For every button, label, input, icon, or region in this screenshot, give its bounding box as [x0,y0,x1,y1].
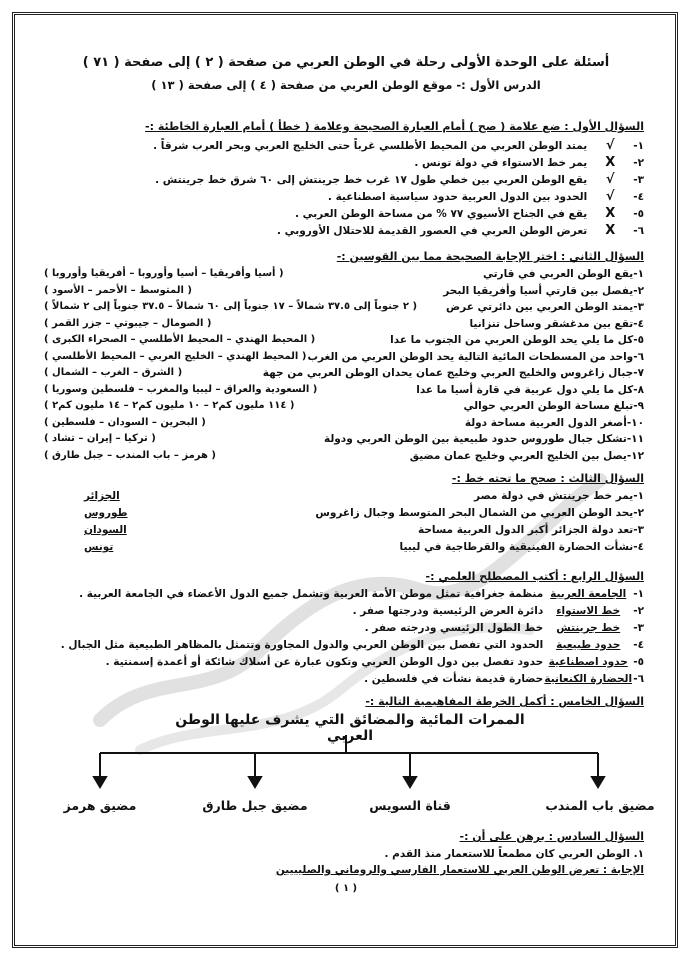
item-number: ٨- [633,383,644,396]
item-text: يمتد الوطن العربي بين دائرتي عرض [446,301,634,313]
page-title: أسئلة على الوحدة الأولى رحلة في الوطن العربي من صفحة ( ٢ ) إلى صفحة ( ٧١ ) [82,55,610,70]
item-number: ٤- [633,541,644,553]
answer-mark: √ [605,138,615,153]
item-text: تقع بين مدغشقر وساحل تنزانيا [469,317,634,330]
answer-mark: √ [605,189,615,204]
item-number: ٥- [633,208,644,220]
page-number: ( ١ ) [334,883,358,894]
item-number: ٥- [633,656,644,668]
item-number: ١- [633,268,644,280]
q3-heading: السؤال الثالث : صحح ما تحته خط :- [451,472,644,485]
correction-answer: السودان [84,524,127,536]
q4-item [44,639,644,651]
item-number: ٦- [633,673,644,685]
item-options: ( ٢ جنوباً إلى ٣٧.٥ شمالاً – ١٧ جنوباً إلى ٦٠ شمالاً – ٣٧.٥ جنوباً إلى ٢ شمالاً ) [44,301,418,312]
item-text: أصغر الدول العربية مساحة دولة [464,416,627,429]
item-number: ١١- [626,433,644,445]
item-text: واحد من المسطحات المائية التالية يحد الوطن العربي من الغرب [307,350,634,363]
q2-item [44,285,644,297]
item-number: ١- [633,140,644,152]
item-text: تعد دولة الجزائر أكبر الدول العربية مساحة [417,524,634,536]
q1-item [44,155,644,170]
q3-item [44,490,644,502]
item-text: جبال زاغروس والخليج العربي وخليج عمان يحدان الوطن العربي من جهة [262,367,634,379]
term-answer: الحضارة الكنعانية [544,673,633,685]
item-number: ٣- [633,622,644,634]
q2-heading: السؤال الثاني : اختر الإجابة الصحيحة مما بين القوسين :- [336,250,644,263]
map-item-suez-canal: قناة السويس [369,798,451,813]
item-text: كل ما يلي يحد الوطن العربي من الجنوب ما عدا [390,334,634,346]
item-text: الحدود التي تفصل بين الوطن العربي والدول المجاورة وتتمثل بالمظاهر الطبيعية مثل الجبال . [60,639,544,651]
q2-item [44,334,644,346]
q2-item [44,417,644,429]
item-text: يمر خط الاستواء في دولة تونس . [414,157,588,169]
item-text: دائرة العرض الرئيسية ودرجتها صفر . [352,605,544,617]
q3-item [44,541,644,553]
item-number: ١٢- [626,449,644,462]
item-text: حضارة قديمة نشأت في فلسطين . [364,673,544,685]
map-item-gibraltar: مضيق جبل طارق [202,798,308,813]
item-text: تشكل جبال طوروس حدود طبيعية بين الوطن العربي ودولة [323,433,627,445]
item-text: نشأت الحضارة الفينيقية والقرطاجية في ليبيا [399,541,634,553]
item-number: ٤- [633,639,644,651]
term-answer: خط الاستواء [556,605,621,617]
item-text: يقع في الجناح الأسيوي ٧٧ % من مساحة الوطن العربي . [294,208,588,220]
answer-mark: X [605,155,616,170]
q2-item [44,400,644,412]
q2-item [44,268,644,280]
item-text: تعرض الوطن العربي في العصور القديمة للاحتلال الأوروبي . [277,225,588,237]
item-number: ٢- [633,157,644,169]
item-options: ( المحيط الهندي – المحيط الأطلسي – الصحراء الكبرى ) [44,334,316,345]
q4-item [44,622,644,634]
concept-map-arrows [0,735,692,795]
q3-item [44,524,644,536]
term-answer: حدود اصطناعية [548,656,628,668]
item-number: ٧- [633,367,644,379]
answer-mark: X [605,206,616,221]
item-number: ٤- [633,191,644,203]
item-text: يقع الوطن العربي في قارتي [482,268,634,280]
q3-item [44,507,644,519]
item-options: ( أسيا وأفريقيا – أسيا وأوروبا – أفريقيا وأوروبا ) [44,268,284,279]
q2-item [44,367,644,379]
item-options: ( الشرق – الغرب – الشمال ) [44,367,183,378]
q1-item [44,138,644,153]
item-options: ( هرمز – باب المندب – جبل طارق ) [44,449,216,461]
item-number: ٢- [633,605,644,617]
map-item-hormuz: مضيق هرمز [63,798,137,813]
q2-item [44,301,644,313]
q1-item [44,223,644,238]
item-text: خط الطول الرئيسي ودرجته صفر . [364,622,544,634]
item-number: ٢- [633,507,644,519]
item-number: ٣- [633,174,644,186]
item-text: كل ما يلي دول عربية في قارة أسيا ما عدا [416,383,634,396]
item-number: ١- [633,588,644,600]
item-text: الحدود بين الدول العربية حدود سياسية اصطناعية . [327,191,588,203]
answer-mark: X [605,223,616,238]
item-text: منظمة جغرافية تمثل موطن الأمة العربية وتشمل جميع الدول الأعضاء في الجامعة العربية . [79,588,544,600]
term-answer: الجامعة العربية [550,588,627,600]
q2-item [44,351,644,363]
q4-heading: السؤال الرابع : أكتب المصطلح العلمي :- [425,570,644,583]
q6-answer: الإجابة : تعرض الوطن العربي للاستعمار الفارسي والروماني والصليبيين [275,864,644,876]
correction-answer: تونس [84,541,114,553]
item-text: يمتد الوطن العربي من المحيط الأطلسي غرباً حتى الخليج العربي وبحر العرب شرقاً . [153,140,588,152]
q4-item [44,605,644,617]
q5-heading: السؤال الخامس : أكمل الخرطة المفاهيمية التالية :- [365,695,644,708]
q4-item [44,673,644,685]
map-item-bab-el-mandeb: مضيق باب المندب [545,798,655,813]
item-number: ١- [633,490,644,502]
correction-answer: طوروس [84,507,128,519]
item-text: يمر خط جرينتش في دولة مصر [474,490,634,502]
lesson-title: الدرس الأول :- موقع الوطن العربي من صفحة ( ٤ ) إلى صفحة ( ١٣ ) [151,78,541,92]
item-number: ٣- [633,301,644,313]
correction-answer: الجزائر [84,490,120,502]
item-number: ٤- [633,317,644,330]
item-text: يحد الوطن العربي من الشمال البحر المتوسط وجبال زاغروس [315,507,634,519]
q6-heading: السؤال السادس : برهن على أن :- [459,830,644,843]
concept-map-title: الممرات المائية والمضائق التي يشرف عليها الوطن العربي [175,712,525,744]
item-text: يقع الوطن العربي بين خطي طول ١٧ غرب خط جرينتش إلى ٦٠ شرق خط جرينتش . [155,174,588,186]
item-number: ٥- [633,334,644,346]
q4-item [44,588,644,600]
item-options: ( المتوسط – الأحمر – الأسود ) [44,284,192,296]
item-number: ٣- [633,524,644,536]
q2-item [44,318,644,330]
item-text: يصل بين الخليج العربي وخليج عمان مضيق [409,449,627,462]
item-options: ( المحيط الهندي – الخليج العربي – المحيط الأطلسي ) [44,350,307,362]
q2-item [44,384,644,396]
q2-item [44,433,644,445]
item-number: ٩- [633,400,644,412]
q4-item [44,656,644,668]
q1-item [44,172,644,187]
item-options: ( تركيا – إيران – تشاد ) [44,433,156,444]
item-options: ( البحرين – السودان – فلسطين ) [44,416,206,428]
q1-item [44,189,644,204]
item-text: حدود تفصل بين دول الوطن العربي وتكون عبارة عن أسلاك شائكة أو أعمدة إسمنتية . [105,656,544,668]
item-options: ( ١١٤ مليون كم٢ – ١٠ مليون كم٢ – ١٤ مليون كم٢ ) [44,400,295,411]
item-number: ٦- [633,350,644,363]
term-answer: خط جرينتش [556,622,621,634]
q1-heading: السؤال الأول : ضع علامة ( صح ) أمام العبارة الصحيحة وعلامة ( خطأ ) أمام العبارة الخاطئة :- [145,120,644,133]
item-number: ٢- [633,284,644,297]
item-text: يفصل بين قارتي أسيا وأفريقيا البحر [443,284,634,297]
q2-item [44,450,644,462]
item-number: ١٠- [626,416,644,429]
item-options: ( السعودية والعراق – ليبيا والمغرب – فلسطين وسوريا ) [44,383,318,395]
q6-item: ١. الوطن العربي كان مطمعاً للاستعمار منذ القدم . [384,848,644,860]
answer-mark: √ [605,172,615,187]
item-text: تبلغ مساحة الوطن العربي حوالي [463,400,634,412]
item-number: ٦- [633,225,644,237]
item-options: ( الصومال – جيبوتي – جزر القمر ) [44,317,212,329]
term-answer: حدود طبيعية [556,639,621,651]
q1-item [44,206,644,221]
